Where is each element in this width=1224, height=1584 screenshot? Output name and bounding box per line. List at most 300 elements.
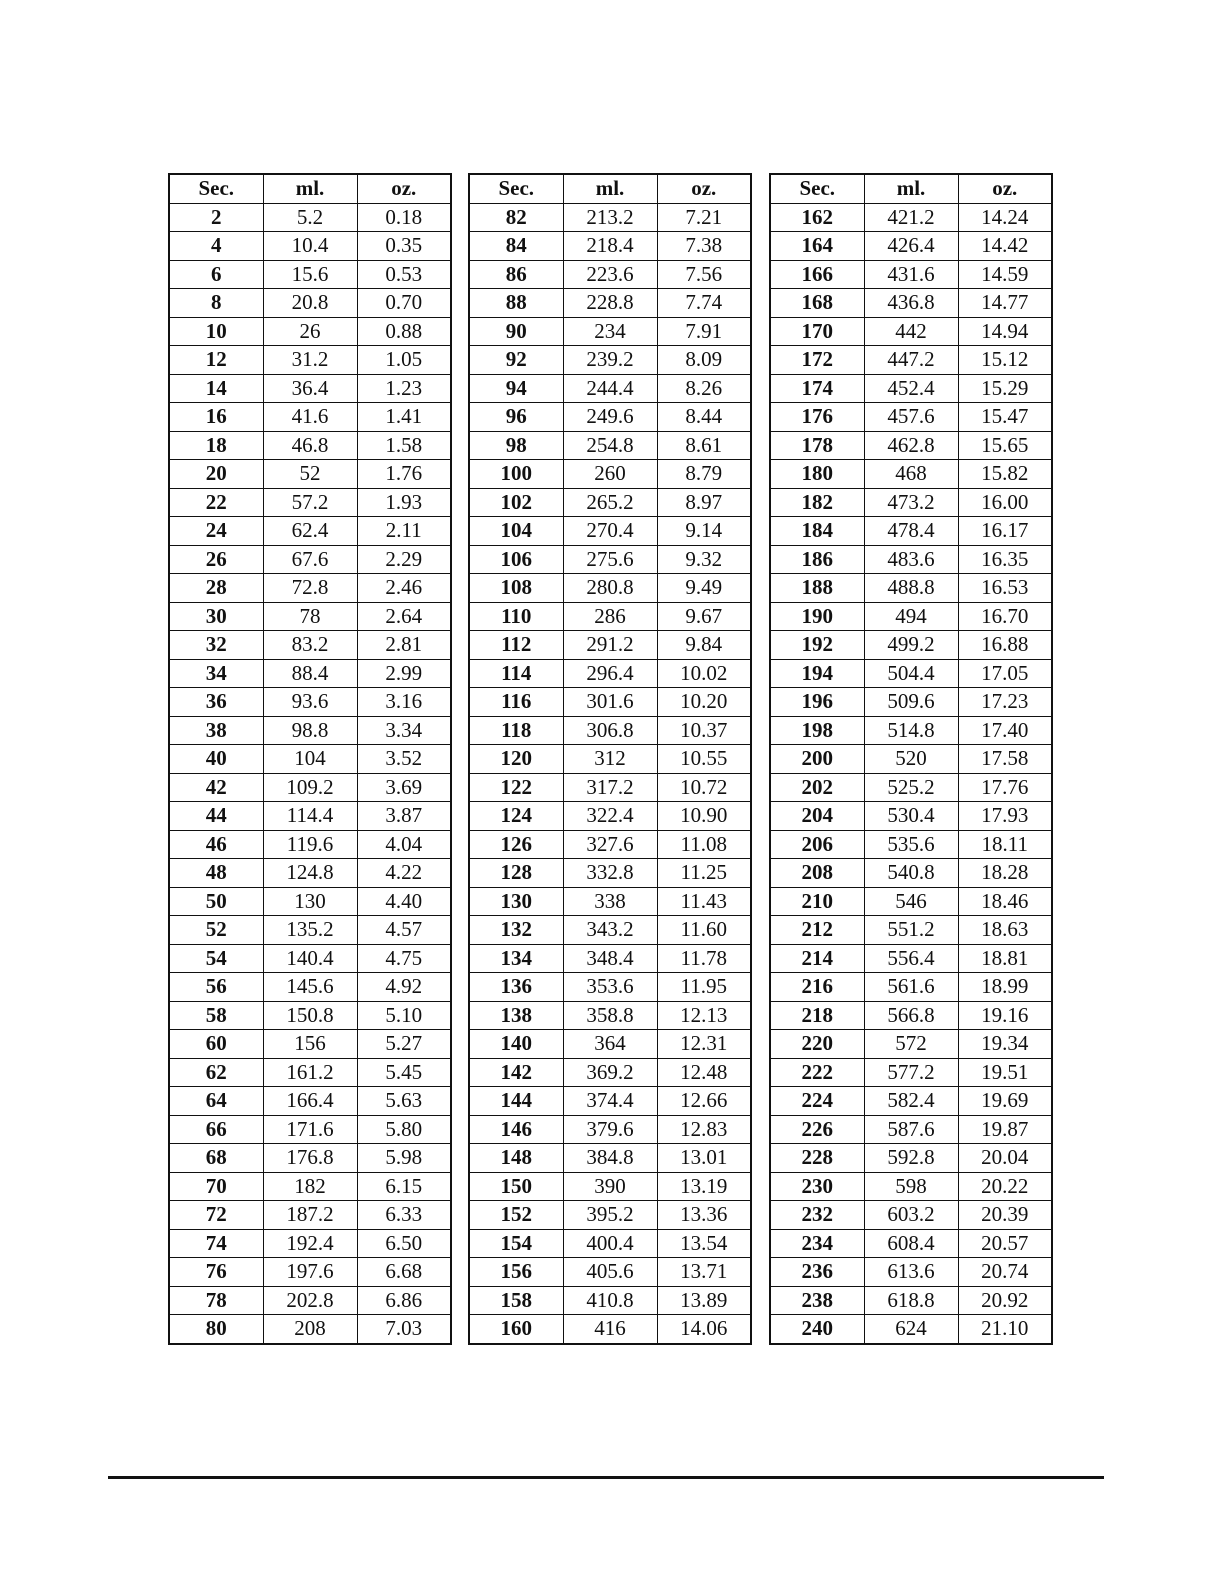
cell-ml: 488.8 [864,574,958,603]
table-row [770,1229,1052,1258]
table-row [169,1030,451,1059]
cell-ml: 88.4 [263,659,357,688]
table-row [770,260,1052,289]
cell-oz: 3.52 [357,745,451,774]
cell-seconds: 94 [469,374,563,403]
cell-seconds: 80 [169,1315,263,1344]
table-row [469,859,751,888]
cell-oz: 11.78 [657,944,751,973]
cell-ml: 405.6 [563,1258,657,1287]
cell-ml: 135.2 [263,916,357,945]
cell-ml: 613.6 [864,1258,958,1287]
table-row [770,1058,1052,1087]
cell-ml: 20.8 [263,289,357,318]
cell-seconds: 234 [770,1229,864,1258]
cell-ml: 15.6 [263,260,357,289]
cell-oz: 15.12 [958,346,1052,375]
cell-oz: 1.76 [357,460,451,489]
table-row [169,1058,451,1087]
table-row [469,773,751,802]
cell-oz: 17.40 [958,716,1052,745]
table-row [770,745,1052,774]
cell-seconds: 116 [469,688,563,717]
cell-oz: 2.46 [357,574,451,603]
table-row [770,317,1052,346]
cell-seconds: 238 [770,1286,864,1315]
cell-seconds: 42 [169,773,263,802]
cell-seconds: 208 [770,859,864,888]
cell-ml: 93.6 [263,688,357,717]
cell-ml: 67.6 [263,545,357,574]
cell-oz: 8.97 [657,488,751,517]
table-header-row [770,174,1052,203]
table-row [169,574,451,603]
table-row [169,944,451,973]
cell-seconds: 112 [469,631,563,660]
cell-oz: 20.92 [958,1286,1052,1315]
cell-ml: 483.6 [864,545,958,574]
table-row [169,289,451,318]
table-row [169,517,451,546]
cell-oz: 19.34 [958,1030,1052,1059]
cell-oz: 10.37 [657,716,751,745]
cell-seconds: 144 [469,1087,563,1116]
cell-oz: 1.23 [357,374,451,403]
table-row [770,346,1052,375]
cell-oz: 15.29 [958,374,1052,403]
cell-ml: 525.2 [864,773,958,802]
table-row [469,716,751,745]
table-row [169,203,451,232]
cell-oz: 5.10 [357,1001,451,1030]
cell-seconds: 44 [169,802,263,831]
cell-ml: 31.2 [263,346,357,375]
cell-ml: 535.6 [864,830,958,859]
cell-seconds: 12 [169,346,263,375]
cell-ml: 587.6 [864,1115,958,1144]
table-row [469,1172,751,1201]
cell-seconds: 84 [469,232,563,261]
cell-ml: 546 [864,887,958,916]
table-row [469,1030,751,1059]
table-row [469,688,751,717]
table-row [770,403,1052,432]
cell-seconds: 46 [169,830,263,859]
cell-ml: 327.6 [563,830,657,859]
cell-seconds: 104 [469,517,563,546]
cell-seconds: 188 [770,574,864,603]
cell-oz: 4.22 [357,859,451,888]
cell-seconds: 100 [469,460,563,489]
table-row [169,716,451,745]
header-ml: ml. [864,174,958,203]
table-row [469,973,751,1002]
cell-ml: 228.8 [563,289,657,318]
cell-oz: 16.17 [958,517,1052,546]
cell-oz: 19.51 [958,1058,1052,1087]
cell-seconds: 96 [469,403,563,432]
cell-ml: 280.8 [563,574,657,603]
header-ml: ml. [263,174,357,203]
table-row [770,545,1052,574]
table-row [770,1201,1052,1230]
cell-seconds: 56 [169,973,263,1002]
cell-oz: 10.02 [657,659,751,688]
cell-oz: 2.29 [357,545,451,574]
cell-ml: 400.4 [563,1229,657,1258]
table-row [770,1258,1052,1287]
cell-oz: 21.10 [958,1315,1052,1344]
cell-oz: 2.81 [357,631,451,660]
cell-seconds: 26 [169,545,263,574]
cell-seconds: 114 [469,659,563,688]
cell-ml: 338 [563,887,657,916]
cell-oz: 13.71 [657,1258,751,1287]
cell-ml: 431.6 [864,260,958,289]
cell-ml: 582.4 [864,1087,958,1116]
cell-seconds: 10 [169,317,263,346]
cell-ml: 234 [563,317,657,346]
cell-seconds: 218 [770,1001,864,1030]
cell-seconds: 150 [469,1172,563,1201]
cell-oz: 13.89 [657,1286,751,1315]
cell-oz: 0.70 [357,289,451,318]
cell-oz: 10.90 [657,802,751,831]
cell-oz: 1.05 [357,346,451,375]
cell-oz: 18.99 [958,973,1052,1002]
table-row [770,574,1052,603]
table-row [169,488,451,517]
cell-seconds: 206 [770,830,864,859]
header-ml: ml. [563,174,657,203]
table-row [469,232,751,261]
header-sec: Sec. [770,174,864,203]
cell-oz: 5.27 [357,1030,451,1059]
cell-oz: 2.64 [357,602,451,631]
cell-ml: 530.4 [864,802,958,831]
table-row [169,431,451,460]
cell-seconds: 36 [169,688,263,717]
table-row [169,745,451,774]
cell-oz: 7.74 [657,289,751,318]
cell-seconds: 178 [770,431,864,460]
table-row [770,517,1052,546]
cell-ml: 26 [263,317,357,346]
cell-seconds: 14 [169,374,263,403]
cell-ml: 124.8 [263,859,357,888]
cell-seconds: 74 [169,1229,263,1258]
cell-oz: 10.55 [657,745,751,774]
table-row [469,1058,751,1087]
table-row [169,602,451,631]
table-row [770,1030,1052,1059]
cell-oz: 1.93 [357,488,451,517]
cell-oz: 18.81 [958,944,1052,973]
cell-ml: 462.8 [864,431,958,460]
cell-seconds: 164 [770,232,864,261]
cell-oz: 14.59 [958,260,1052,289]
table-row [169,830,451,859]
cell-seconds: 186 [770,545,864,574]
cell-oz: 7.56 [657,260,751,289]
cell-seconds: 88 [469,289,563,318]
table-row [169,1315,451,1344]
cell-oz: 8.44 [657,403,751,432]
cell-seconds: 52 [169,916,263,945]
table-row [469,1258,751,1287]
table-row [770,859,1052,888]
cell-seconds: 168 [770,289,864,318]
table-row [169,260,451,289]
cell-oz: 18.11 [958,830,1052,859]
cell-oz: 1.41 [357,403,451,432]
table-row [469,1201,751,1230]
table-row [169,232,451,261]
header-oz: oz. [958,174,1052,203]
table-row [469,317,751,346]
cell-ml: 254.8 [563,431,657,460]
cell-ml: 572 [864,1030,958,1059]
cell-ml: 223.6 [563,260,657,289]
table-row [770,602,1052,631]
cell-oz: 20.74 [958,1258,1052,1287]
cell-oz: 16.53 [958,574,1052,603]
cell-ml: 41.6 [263,403,357,432]
cell-oz: 17.23 [958,688,1052,717]
table-row [469,203,751,232]
cell-seconds: 220 [770,1030,864,1059]
cell-ml: 312 [563,745,657,774]
table-row [169,1001,451,1030]
cell-seconds: 98 [469,431,563,460]
cell-oz: 11.25 [657,859,751,888]
cell-oz: 11.43 [657,887,751,916]
cell-seconds: 48 [169,859,263,888]
table-row [169,460,451,489]
table-row [169,1144,451,1173]
cell-oz: 15.82 [958,460,1052,489]
cell-ml: 436.8 [864,289,958,318]
cell-oz: 18.28 [958,859,1052,888]
table-header-row [169,174,451,203]
cell-ml: 140.4 [263,944,357,973]
table-row [770,802,1052,831]
cell-seconds: 146 [469,1115,563,1144]
cell-ml: 494 [864,602,958,631]
cell-ml: 62.4 [263,517,357,546]
cell-ml: 244.4 [563,374,657,403]
cell-ml: 104 [263,745,357,774]
cell-seconds: 142 [469,1058,563,1087]
cell-ml: 202.8 [263,1286,357,1315]
cell-ml: 109.2 [263,773,357,802]
cell-seconds: 24 [169,517,263,546]
cell-seconds: 192 [770,631,864,660]
conversion-table-2 [468,173,752,1345]
cell-seconds: 228 [770,1144,864,1173]
cell-ml: 150.8 [263,1001,357,1030]
table-row [469,374,751,403]
cell-seconds: 8 [169,289,263,318]
cell-oz: 17.76 [958,773,1052,802]
cell-oz: 9.49 [657,574,751,603]
table-row [770,1001,1052,1030]
cell-oz: 5.98 [357,1144,451,1173]
cell-oz: 4.57 [357,916,451,945]
cell-ml: 504.4 [864,659,958,688]
cell-oz: 8.79 [657,460,751,489]
cell-seconds: 102 [469,488,563,517]
cell-seconds: 20 [169,460,263,489]
cell-oz: 3.87 [357,802,451,831]
cell-oz: 2.99 [357,659,451,688]
cell-ml: 384.8 [563,1144,657,1173]
cell-seconds: 222 [770,1058,864,1087]
table-row [169,1115,451,1144]
cell-seconds: 18 [169,431,263,460]
cell-seconds: 86 [469,260,563,289]
cell-seconds: 160 [469,1315,563,1344]
table-row [770,431,1052,460]
cell-oz: 12.83 [657,1115,751,1144]
cell-seconds: 158 [469,1286,563,1315]
cell-ml: 114.4 [263,802,357,831]
cell-seconds: 214 [770,944,864,973]
table-row [169,1087,451,1116]
table-row [770,688,1052,717]
cell-oz: 14.94 [958,317,1052,346]
table-row [169,859,451,888]
cell-seconds: 148 [469,1144,563,1173]
table-row [169,1201,451,1230]
table-row [169,403,451,432]
cell-oz: 7.21 [657,203,751,232]
cell-seconds: 76 [169,1258,263,1287]
table-header-row [469,174,751,203]
cell-seconds: 152 [469,1201,563,1230]
cell-ml: 624 [864,1315,958,1344]
cell-seconds: 106 [469,545,563,574]
cell-ml: 161.2 [263,1058,357,1087]
table-row [770,203,1052,232]
table-row [770,944,1052,973]
cell-oz: 3.16 [357,688,451,717]
cell-ml: 72.8 [263,574,357,603]
table-row [770,460,1052,489]
table-row [770,1172,1052,1201]
cell-oz: 5.63 [357,1087,451,1116]
cell-seconds: 240 [770,1315,864,1344]
cell-oz: 19.69 [958,1087,1052,1116]
table-row [770,973,1052,1002]
cell-ml: 421.2 [864,203,958,232]
cell-seconds: 138 [469,1001,563,1030]
cell-oz: 14.77 [958,289,1052,318]
cell-seconds: 154 [469,1229,563,1258]
cell-seconds: 200 [770,745,864,774]
cell-seconds: 210 [770,887,864,916]
cell-oz: 17.93 [958,802,1052,831]
cell-ml: 478.4 [864,517,958,546]
table-row [469,944,751,973]
cell-seconds: 176 [770,403,864,432]
cell-ml: 187.2 [263,1201,357,1230]
cell-ml: 176.8 [263,1144,357,1173]
table-row [770,716,1052,745]
cell-ml: 416 [563,1315,657,1344]
cell-ml: 166.4 [263,1087,357,1116]
cell-oz: 7.38 [657,232,751,261]
table-row [770,916,1052,945]
table-row [169,1172,451,1201]
table-row [169,317,451,346]
table-row [469,659,751,688]
cell-ml: 379.6 [563,1115,657,1144]
cell-oz: 17.58 [958,745,1052,774]
cell-seconds: 108 [469,574,563,603]
cell-oz: 13.19 [657,1172,751,1201]
cell-oz: 5.45 [357,1058,451,1087]
cell-ml: 608.4 [864,1229,958,1258]
cell-seconds: 198 [770,716,864,745]
cell-seconds: 162 [770,203,864,232]
cell-oz: 14.24 [958,203,1052,232]
header-sec: Sec. [469,174,563,203]
cell-ml: 520 [864,745,958,774]
table-row [770,887,1052,916]
cell-oz: 10.20 [657,688,751,717]
cell-ml: 317.2 [563,773,657,802]
cell-oz: 4.40 [357,887,451,916]
cell-oz: 0.35 [357,232,451,261]
cell-seconds: 194 [770,659,864,688]
table-row [770,1315,1052,1344]
conversion-table-1 [168,173,452,1345]
table-row [469,802,751,831]
cell-oz: 10.72 [657,773,751,802]
cell-seconds: 82 [469,203,563,232]
cell-seconds: 122 [469,773,563,802]
cell-ml: 296.4 [563,659,657,688]
cell-seconds: 4 [169,232,263,261]
table-row [469,460,751,489]
cell-seconds: 22 [169,488,263,517]
table-row [169,973,451,1002]
table-row [169,773,451,802]
table-row [169,688,451,717]
cell-ml: 213.2 [563,203,657,232]
cell-ml: 369.2 [563,1058,657,1087]
table-row [169,1286,451,1315]
cell-seconds: 6 [169,260,263,289]
cell-seconds: 174 [770,374,864,403]
cell-oz: 20.04 [958,1144,1052,1173]
cell-oz: 18.63 [958,916,1052,945]
cell-ml: 598 [864,1172,958,1201]
cell-oz: 9.67 [657,602,751,631]
cell-ml: 10.4 [263,232,357,261]
table-row [770,1115,1052,1144]
cell-seconds: 34 [169,659,263,688]
cell-oz: 11.08 [657,830,751,859]
cell-seconds: 90 [469,317,563,346]
cell-oz: 14.06 [657,1315,751,1344]
table-row [469,517,751,546]
cell-seconds: 68 [169,1144,263,1173]
table-row [469,260,751,289]
cell-oz: 19.87 [958,1115,1052,1144]
cell-oz: 16.00 [958,488,1052,517]
